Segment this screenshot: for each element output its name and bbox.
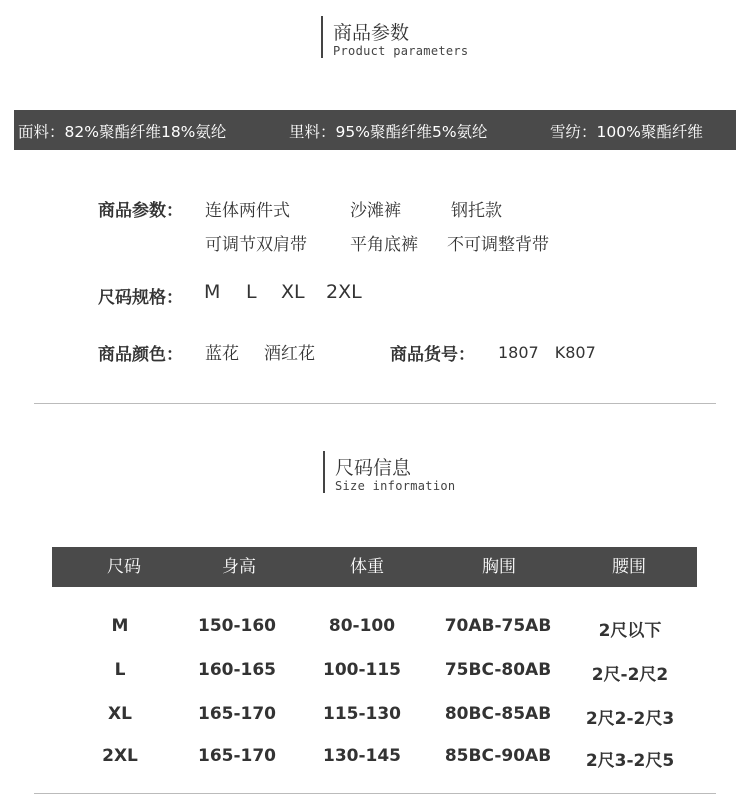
fabric-chiffon: 雪纺：100%聚酯纤维 <box>550 123 703 141</box>
size-value: XL <box>281 281 305 303</box>
item-no-value: 1807 K807 <box>498 343 596 362</box>
header-divider-bar <box>323 451 325 493</box>
sizes-label: 尺码规格： <box>98 288 183 308</box>
table-cell: 2尺3-2尺5 <box>585 751 675 771</box>
table-header-cell: 尺码 <box>107 557 141 577</box>
colors-label: 商品颜色： <box>98 345 183 365</box>
table-header-cell: 体重 <box>350 557 384 577</box>
params-title-zh: 商品参数 <box>333 22 410 44</box>
params-title-en: Product parameters <box>333 44 469 58</box>
fabric-info-bar <box>14 110 736 150</box>
section-divider <box>34 403 716 404</box>
fabric-lining: 里料：95%聚酯纤维5%氨纶 <box>289 123 488 141</box>
product-params-label: 商品参数： <box>98 201 183 221</box>
table-header-cell: 腰围 <box>612 557 646 577</box>
size-title-en: Size information <box>335 479 456 493</box>
table-cell: 2尺-2尺2 <box>591 665 669 685</box>
table-cell: 85BC-90AB <box>444 746 552 766</box>
table-header-cell: 身高 <box>222 557 256 577</box>
fabric-face: 面料：82%聚酯纤维18%氨纶 <box>18 123 227 141</box>
color-value: 酒红花 <box>264 344 315 364</box>
table-cell: 2XL <box>102 746 138 766</box>
size-title-zh: 尺码信息 <box>335 457 412 479</box>
item-no-label: 商品货号： <box>390 345 475 365</box>
table-header-cell: 胸围 <box>482 557 516 577</box>
table-cell: 2尺以下 <box>598 621 662 641</box>
table-cell: 115-130 <box>322 704 402 724</box>
table-cell: 130-145 <box>322 746 402 766</box>
table-cell: 80-100 <box>328 616 396 636</box>
size-value: 2XL <box>326 281 362 303</box>
param-item: 钢托款 <box>451 201 502 221</box>
size-table-header <box>52 547 697 587</box>
param-item: 可调节双肩带 <box>205 235 307 255</box>
color-value: 蓝花 <box>205 344 239 364</box>
table-cell: 75BC-80AB <box>444 660 552 680</box>
table-cell: 100-115 <box>322 660 402 680</box>
table-cell: XL <box>108 704 132 724</box>
header-divider-bar <box>321 16 323 58</box>
table-cell: 150-160 <box>197 616 277 636</box>
table-cell: 165-170 <box>197 746 277 766</box>
param-item: 不可调整背带 <box>447 235 549 255</box>
size-value: M <box>204 281 221 303</box>
table-cell: L <box>114 660 126 680</box>
table-cell: 2尺2-2尺3 <box>585 709 675 729</box>
param-item: 沙滩裤 <box>350 201 401 221</box>
size-value: L <box>246 281 257 303</box>
param-item: 平角底裤 <box>350 235 418 255</box>
param-item: 连体两件式 <box>205 201 290 221</box>
bottom-divider <box>34 793 716 794</box>
table-cell: 70AB-75AB <box>444 616 552 636</box>
table-cell: 160-165 <box>197 660 277 680</box>
table-cell: 165-170 <box>197 704 277 724</box>
table-cell: 80BC-85AB <box>444 704 552 724</box>
table-cell: M <box>111 616 129 636</box>
